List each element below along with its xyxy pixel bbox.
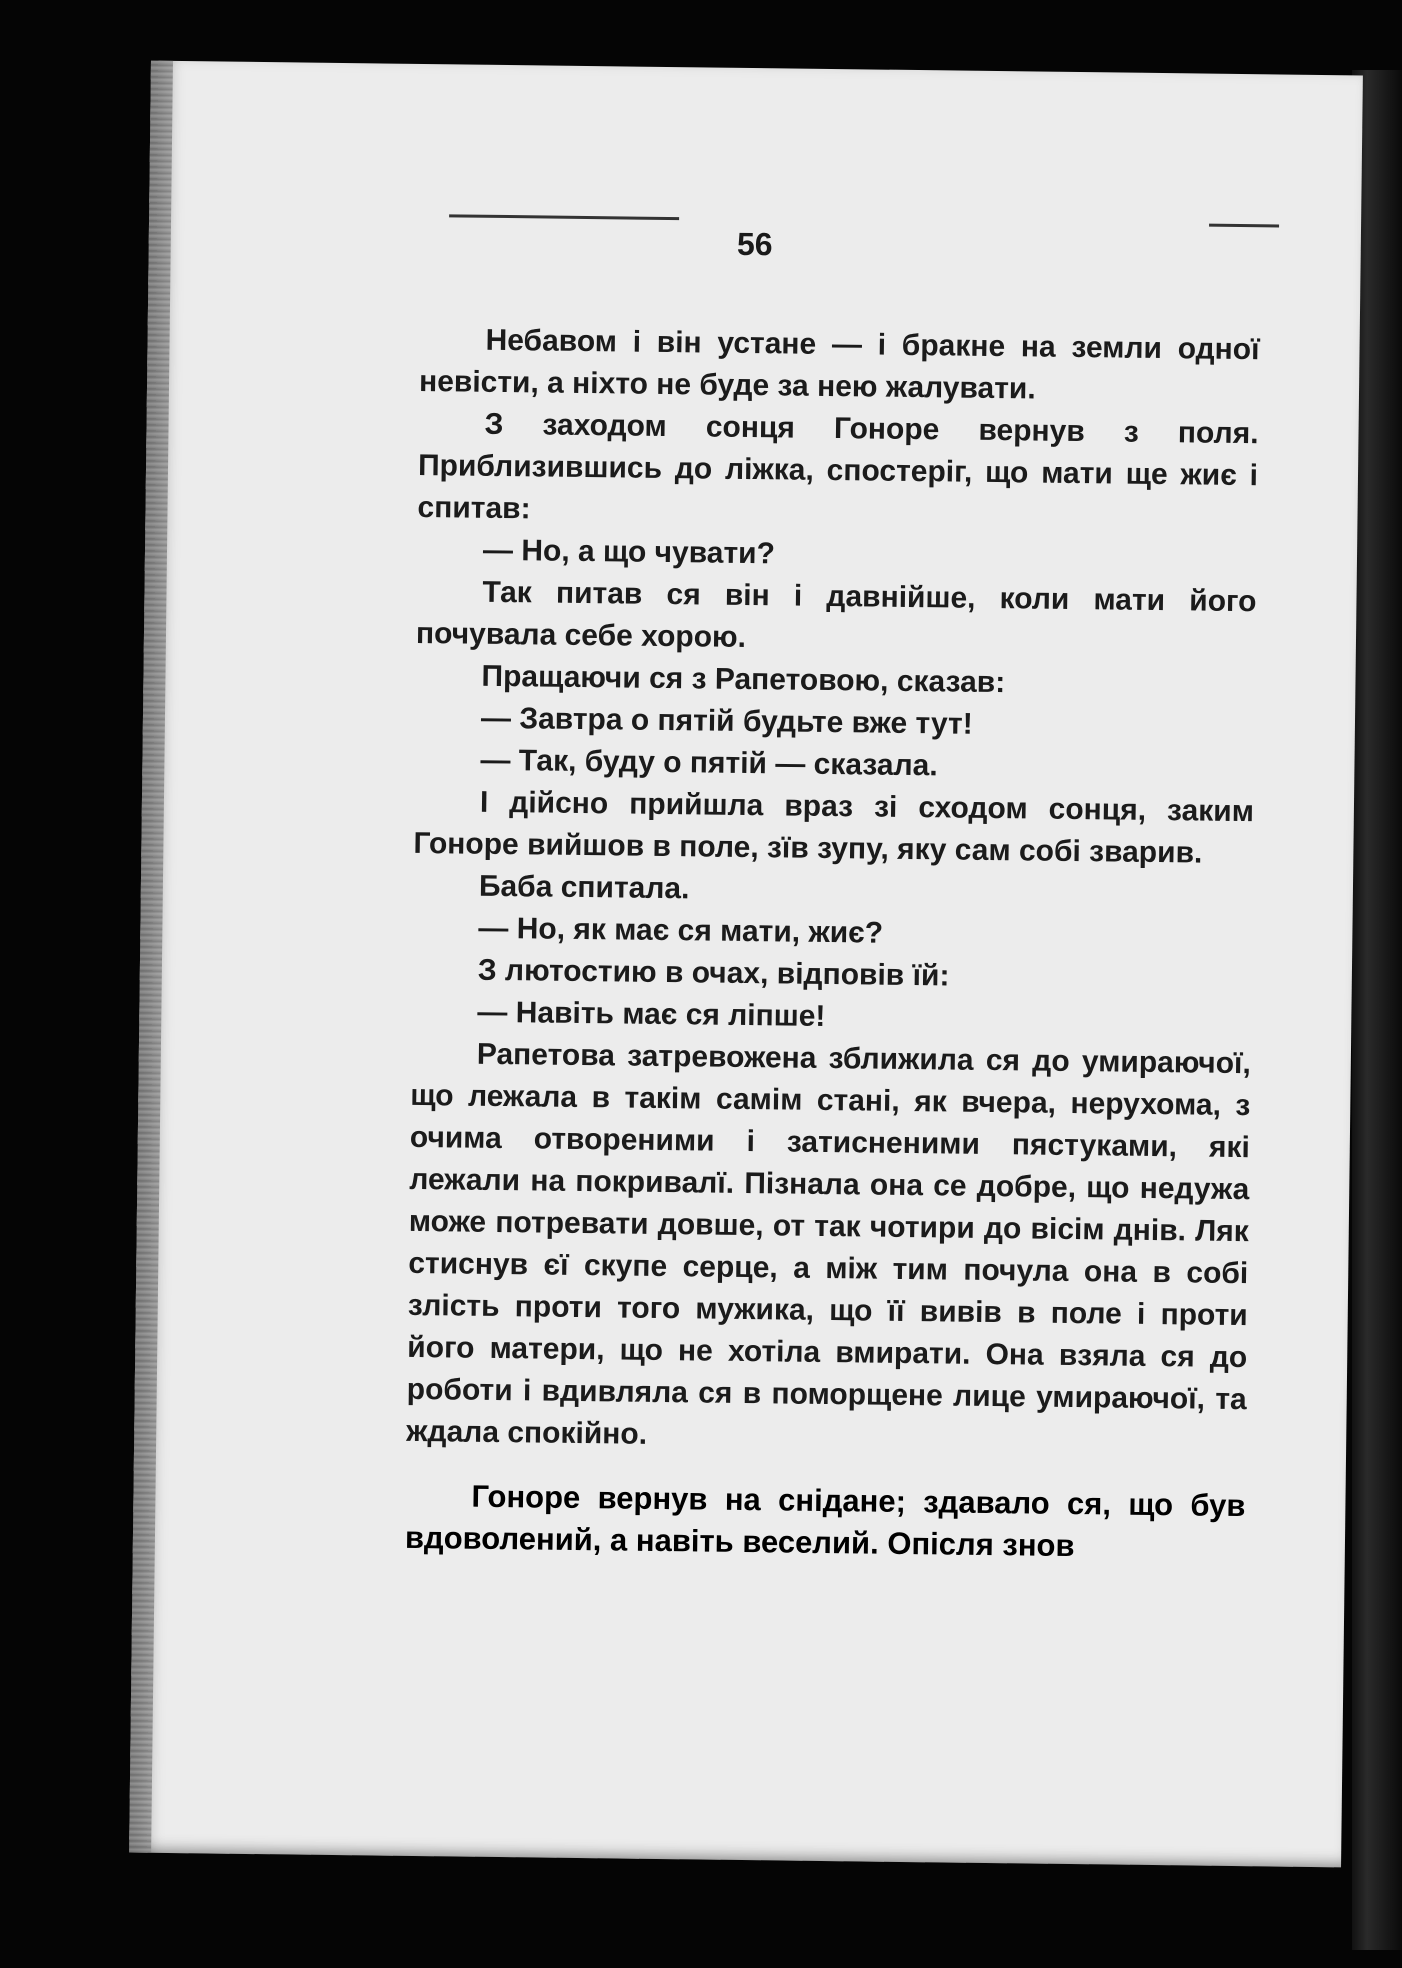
book-page [129, 61, 1363, 1868]
paragraph-6: — Завтра о пятій будьте вже тут! [480, 701, 973, 741]
paragraph-11: З лютостию в очах, відповів їй: [477, 953, 950, 993]
paragraph-4: Так питав ся він і давнійше, коли мати його почувала себе хорою. [415, 575, 1257, 654]
paragraph-10: — Но, як має ся мати, жиє? [478, 911, 884, 950]
paragraph-5: Пращаючи ся з Рапетовою, сказав: [481, 659, 1006, 700]
paragraph-1: Небавом і він устане — і бракне на земли одної невісти, а ніхто не буде за нею жалувати. [418, 323, 1260, 406]
paragraph-13: Рапетова затревожена зближила ся до умираючої, що лежала в такім самім стані, як вчера, нерухома, з очима отвореними і затисненими пястуками, які лежали на покривалї. Пізнала она се добре, що недужа може потревати довше, от так чотири до вісім днів. Ляк стиснув єї скупе серце, а між тим почула она в собі злість проти того мужика, що її вивів в поле і проти його матери, що не хотіла вмирати. Она взяла ся до роботи і вдивляла ся в поморщене лице умираючої, та ждала спокійно. [406, 1037, 1252, 1451]
body-text [405, 319, 1260, 1569]
paragraph-2: З заходом сонця Гоноре вернув з поля. Приблизившись до ліжка, спостеріг, що мати ще жиє і спитав: [417, 407, 1259, 526]
page-binding-edge [129, 61, 173, 1853]
paragraph-3: — Но, а що чувати? [482, 533, 776, 571]
paragraph-7: — Так, буду о пятій — сказала. [480, 743, 938, 783]
paragraph-9: Баба спитала. [478, 869, 690, 906]
paragraph-14: Гоноре вернув на снідане; здавало ся, що був вдоволений, а навіть веселий. Опісля знов [404, 1478, 1246, 1564]
header-rule-left [449, 214, 679, 220]
paragraph-12: — Навіть має ся ліпше! [477, 995, 826, 1033]
header-rule-right [1209, 224, 1279, 228]
paragraph-8: І дійсно прийшла враз зі сходом сонця, заким Гоноре вийшов в поле, зїв зупу, яку сам собі зварив. [413, 785, 1255, 870]
page-number: 56 [736, 225, 773, 263]
